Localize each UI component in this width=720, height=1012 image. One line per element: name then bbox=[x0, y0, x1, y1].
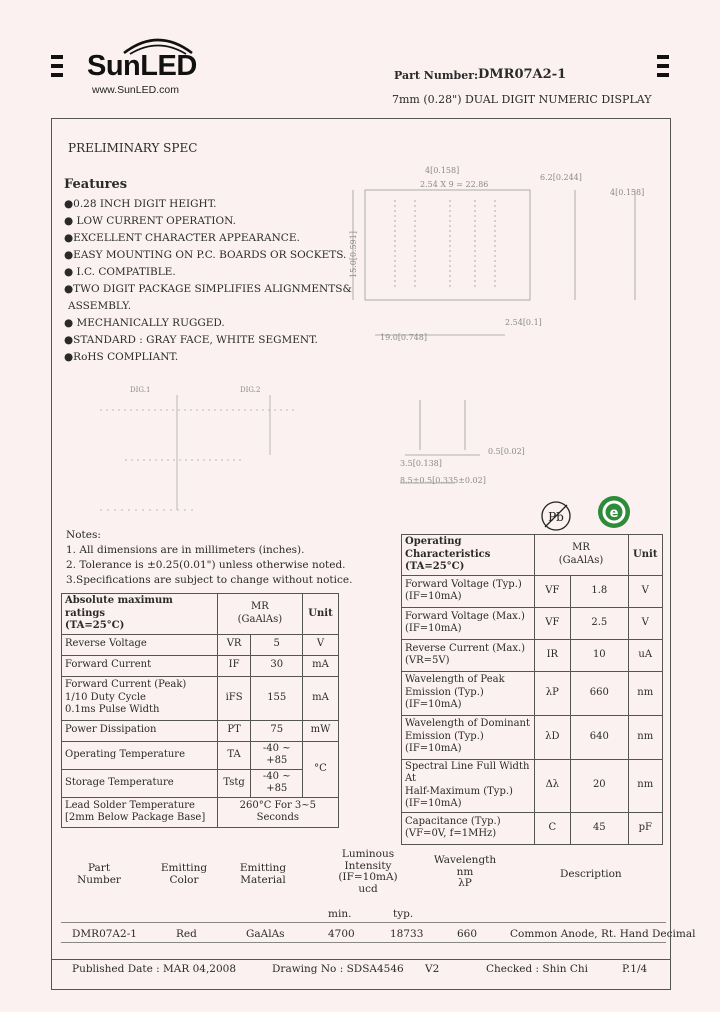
feature-item: ●STANDARD : GRAY FACE, WHITE SEGMENT. bbox=[64, 334, 318, 346]
op-unit: nm bbox=[628, 759, 662, 812]
abs-unit: mW bbox=[303, 720, 339, 741]
col-description: Description bbox=[560, 868, 622, 880]
op-sym: C bbox=[534, 812, 571, 844]
op-param: Forward Voltage (Max.) (IF=10mA) bbox=[402, 607, 535, 639]
abs-param: Reverse Voltage bbox=[62, 634, 218, 655]
feature-item: ●0.28 INCH DIGIT HEIGHT. bbox=[64, 198, 217, 210]
dim-width: 19.0[0.748] bbox=[380, 333, 427, 342]
spec-title: PRELIMINARY SPEC bbox=[68, 141, 198, 155]
product-description: 7mm (0.28") DUAL DIGIT NUMERIC DISPLAY bbox=[392, 93, 652, 106]
dim-bottom-3: 3.5[0.138] bbox=[400, 459, 442, 468]
abs-sym: PT bbox=[217, 720, 251, 741]
abs-unit: mA bbox=[303, 655, 339, 676]
product-wavelength: 660 bbox=[457, 928, 478, 940]
feature-item: ● MECHANICALLY RUGGED. bbox=[64, 317, 225, 329]
circuit-diagram bbox=[95, 385, 305, 515]
product-material: GaAlAs bbox=[246, 928, 285, 940]
part-number: DMR07A2-1 bbox=[478, 67, 567, 82]
schematic-dig2: DIG.2 bbox=[240, 386, 261, 394]
abs-col-mr: MR (GaAlAs) bbox=[217, 594, 302, 635]
abs-val: -40 ~ +85 bbox=[251, 769, 303, 797]
op-sym: VF bbox=[534, 607, 571, 639]
op-val: 660 bbox=[571, 671, 628, 715]
feature-item: ● I.C. COMPATIBLE. bbox=[64, 266, 176, 278]
abs-param: Power Dissipation bbox=[62, 720, 218, 741]
abs-val: 75 bbox=[251, 720, 303, 741]
op-unit: V bbox=[628, 575, 662, 607]
op-sym: λP bbox=[534, 671, 571, 715]
dim-side-2: 0.5[0.02] bbox=[488, 447, 525, 456]
op-sym: VF bbox=[534, 575, 571, 607]
abs-sym: VR bbox=[217, 634, 251, 655]
package-drawing bbox=[335, 160, 655, 360]
op-val: 45 bbox=[571, 812, 628, 844]
operating-table bbox=[401, 534, 663, 845]
op-table-title: Operating Characteristics (TA=25°C) bbox=[402, 535, 535, 576]
abs-table-title: Absolute maximum ratings (TA=25°C) bbox=[62, 594, 218, 635]
dim-side: 8.5±0.5[0.335±0.02] bbox=[400, 476, 486, 485]
col-min: min. bbox=[328, 908, 352, 920]
col-part-number: Part Number bbox=[77, 862, 121, 886]
notes-title: Notes: bbox=[66, 529, 101, 541]
drawing-number: Drawing No : SDSA4546 bbox=[272, 963, 404, 975]
op-col-unit: Unit bbox=[628, 535, 662, 576]
footer-rule bbox=[51, 959, 670, 960]
col-typ: typ. bbox=[393, 908, 414, 920]
abs-param: Forward Current bbox=[62, 655, 218, 676]
rohs-green-icon bbox=[596, 494, 632, 530]
part-number-label: Part Number: bbox=[394, 69, 479, 82]
abs-sym: TA bbox=[217, 741, 251, 769]
abs-val: 260°C For 3~5 Seconds bbox=[217, 797, 338, 827]
col-wavelength: Wavelength nm λP bbox=[433, 854, 497, 889]
dim-bottom: 2.54[0.1] bbox=[505, 318, 542, 327]
op-param: Wavelength of Peak Emission (Typ.) (IF=10mA) bbox=[402, 671, 535, 715]
dim-top-2: 2.54 X 9 = 22.86 bbox=[420, 180, 489, 189]
feature-item: ●RoHS COMPLIANT. bbox=[64, 351, 179, 363]
feature-item: ●TWO DIGIT PACKAGE SIMPLIFIES ALIGNMENTS& bbox=[64, 283, 352, 295]
op-unit: nm bbox=[628, 671, 662, 715]
dim-right: 6.2[0.244] bbox=[540, 173, 582, 182]
feature-item: ●EXCELLENT CHARACTER APPEARANCE. bbox=[64, 232, 300, 244]
op-param: Capacitance (Typ.) (VF=0V, f=1MHz) bbox=[402, 812, 535, 844]
abs-sym: iFS bbox=[217, 676, 251, 720]
product-description: Common Anode, Rt. Hand Decimal bbox=[510, 928, 696, 940]
product-typ: 18733 bbox=[390, 928, 424, 940]
pb-free-icon bbox=[540, 500, 572, 532]
version: V2 bbox=[425, 963, 440, 975]
note-item: 3.Specifications are subject to change without notice. bbox=[66, 574, 353, 586]
page-number: P.1/4 bbox=[622, 963, 648, 975]
op-unit: pF bbox=[628, 812, 662, 844]
op-col-mr: MR (GaAlAs) bbox=[534, 535, 628, 576]
op-sym: Δλ bbox=[534, 759, 571, 812]
op-sym: λD bbox=[534, 715, 571, 759]
op-param: Wavelength of Dominant Emission (Typ.) (IF=10mA) bbox=[402, 715, 535, 759]
product-part: DMR07A2-1 bbox=[72, 928, 137, 940]
op-val: 2.5 bbox=[571, 607, 628, 639]
logo-bars-right bbox=[657, 55, 669, 82]
abs-sym: Tstg bbox=[217, 769, 251, 797]
svg-text:e: e bbox=[609, 506, 619, 521]
col-luminous-intensity: Luminous Intensity (IF=10mA) ucd bbox=[338, 848, 398, 895]
abs-unit: V bbox=[303, 634, 339, 655]
abs-val: 155 bbox=[251, 676, 303, 720]
dim-left: 15.0[0.591] bbox=[348, 231, 358, 278]
op-param: Forward Voltage (Typ.) (IF=10mA) bbox=[402, 575, 535, 607]
abs-val: -40 ~ +85 bbox=[251, 741, 303, 769]
website-url[interactable]: www.SunLED.com bbox=[92, 84, 179, 96]
feature-item: ●EASY MOUNTING ON P.C. BOARDS OR SOCKETS. bbox=[64, 249, 347, 261]
op-unit: uA bbox=[628, 639, 662, 671]
op-unit: V bbox=[628, 607, 662, 639]
op-val: 640 bbox=[571, 715, 628, 759]
schematic-dig1: DIG.1 bbox=[130, 386, 151, 394]
op-unit: nm bbox=[628, 715, 662, 759]
abs-val: 30 bbox=[251, 655, 303, 676]
abs-max-table bbox=[61, 593, 339, 828]
features-title: Features bbox=[64, 177, 128, 192]
col-emitting-material: Emitting Material bbox=[239, 862, 287, 886]
abs-param: Lead Solder Temperature [2mm Below Package Base] bbox=[62, 797, 218, 827]
features-list bbox=[64, 196, 352, 366]
abs-sym: IF bbox=[217, 655, 251, 676]
abs-unit: °C bbox=[303, 741, 339, 797]
checked-by: Checked : Shin Chi bbox=[486, 963, 588, 975]
abs-param: Operating Temperature bbox=[62, 741, 218, 769]
op-param: Spectral Line Full Width At Half-Maximum (Typ.) (IF=10mA) bbox=[402, 759, 535, 812]
abs-unit: mA bbox=[303, 676, 339, 720]
op-param: Reverse Current (Max.) (VR=5V) bbox=[402, 639, 535, 671]
feature-item: ASSEMBLY. bbox=[68, 300, 132, 312]
product-row-rule bbox=[61, 942, 666, 943]
product-min: 4700 bbox=[328, 928, 355, 940]
product-header-rule bbox=[61, 922, 666, 923]
product-color: Red bbox=[176, 928, 197, 940]
abs-val: 5 bbox=[251, 634, 303, 655]
dim-right-2: 4[0.158] bbox=[610, 188, 645, 197]
feature-item: ● LOW CURRENT OPERATION. bbox=[64, 215, 236, 227]
op-val: 10 bbox=[571, 639, 628, 671]
col-emitting-color: Emitting Color bbox=[160, 862, 208, 886]
op-val: 20 bbox=[571, 759, 628, 812]
note-item: 1. All dimensions are in millimeters (inches). bbox=[66, 544, 305, 556]
svg-text:Pb: Pb bbox=[548, 510, 564, 524]
published-date: Published Date : MAR 04,2008 bbox=[72, 963, 237, 975]
logo-bars-left bbox=[51, 55, 63, 82]
abs-param: Storage Temperature bbox=[62, 769, 218, 797]
dim-top: 4[0.158] bbox=[425, 166, 460, 175]
op-sym: IR bbox=[534, 639, 571, 671]
op-val: 1.8 bbox=[571, 575, 628, 607]
abs-col-unit: Unit bbox=[303, 594, 339, 635]
note-item: 2. Tolerance is ±0.25(0.01") unless otherwise noted. bbox=[66, 559, 346, 571]
abs-param: Forward Current (Peak) 1/10 Duty Cycle 0.1ms Pulse Width bbox=[62, 676, 218, 720]
logo-text: SunLED bbox=[87, 50, 197, 82]
